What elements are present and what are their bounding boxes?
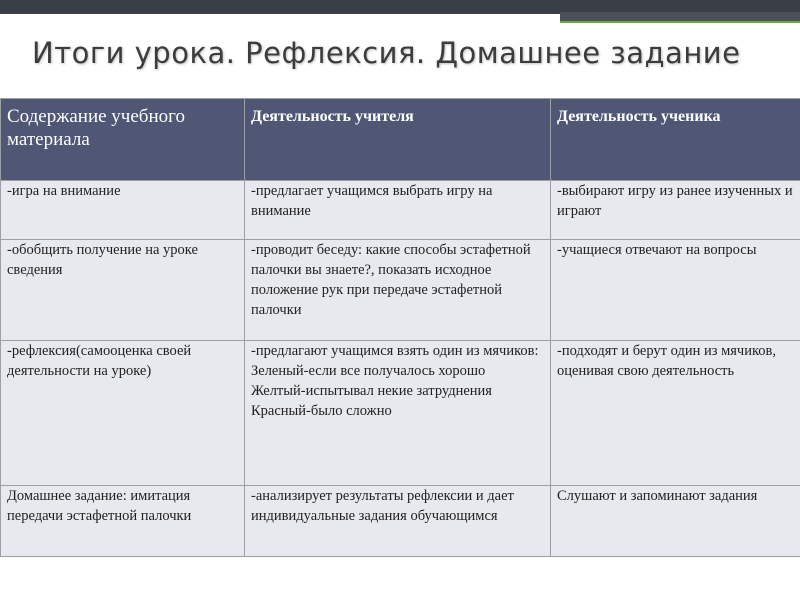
cell-line: -предлагает учащимся выбрать игру на внимание bbox=[251, 183, 493, 219]
cell-line: Желтый-испытывал некие затруднения bbox=[251, 383, 492, 399]
cell-teacher bbox=[245, 181, 551, 240]
cell-line: Зеленый-если все получалось хорошо bbox=[251, 363, 486, 379]
cell-student bbox=[551, 181, 800, 240]
table-row bbox=[1, 240, 800, 341]
cell-line: Домашнее задание: имитация передачи эстафетной палочки bbox=[7, 488, 192, 524]
cell-student bbox=[551, 240, 800, 341]
cell-teacher bbox=[245, 240, 551, 341]
cell-teacher bbox=[245, 341, 551, 486]
slide-title: Итоги урока. Рефлексия. Домашнее задание bbox=[32, 36, 741, 70]
cell-content bbox=[1, 181, 245, 240]
table-row bbox=[1, 341, 800, 486]
cell-line: -проводит беседу: какие способы эстафетной палочки вы знаете?, показать исходное положение рук при передаче эстафетной палочки bbox=[251, 242, 531, 318]
cell-line: -подходят и берут один из мячиков, оценивая свою деятельность bbox=[557, 343, 777, 379]
cell-line: -игра на внимание bbox=[7, 183, 121, 199]
cell-line: Слушают и запоминают задания bbox=[557, 488, 758, 504]
cell-line: Красный-было сложно bbox=[251, 403, 392, 419]
cell-line: -обобщить получение на уроке сведения bbox=[7, 242, 198, 278]
cell-student bbox=[551, 341, 800, 486]
cell-line: -учащиеся отвечают на вопросы bbox=[557, 242, 757, 258]
header-content: Содержание учебного материала bbox=[1, 99, 245, 181]
slide-accent-bar bbox=[560, 12, 800, 23]
cell-content bbox=[1, 486, 245, 557]
cell-line: -рефлексия(самооценка своей деятельности на уроке) bbox=[7, 343, 192, 379]
table-row bbox=[1, 181, 800, 240]
header-teacher: Деятельность учителя bbox=[245, 99, 551, 181]
header-student: Деятельность ученика bbox=[551, 99, 800, 181]
cell-line: -анализирует результаты рефлексии и дает индивидуальные задания обучающимся bbox=[251, 488, 514, 524]
cell-teacher bbox=[245, 486, 551, 557]
cell-line: -предлагают учащимся взять один из мячиков: bbox=[251, 343, 539, 359]
cell-content bbox=[1, 341, 245, 486]
cell-line: -выбирают игру из ранее изученных и играют bbox=[557, 183, 793, 219]
table-header-row bbox=[1, 99, 800, 181]
cell-content bbox=[1, 240, 245, 341]
cell-student bbox=[551, 486, 800, 557]
lesson-table bbox=[0, 98, 800, 557]
table-row bbox=[1, 486, 800, 557]
